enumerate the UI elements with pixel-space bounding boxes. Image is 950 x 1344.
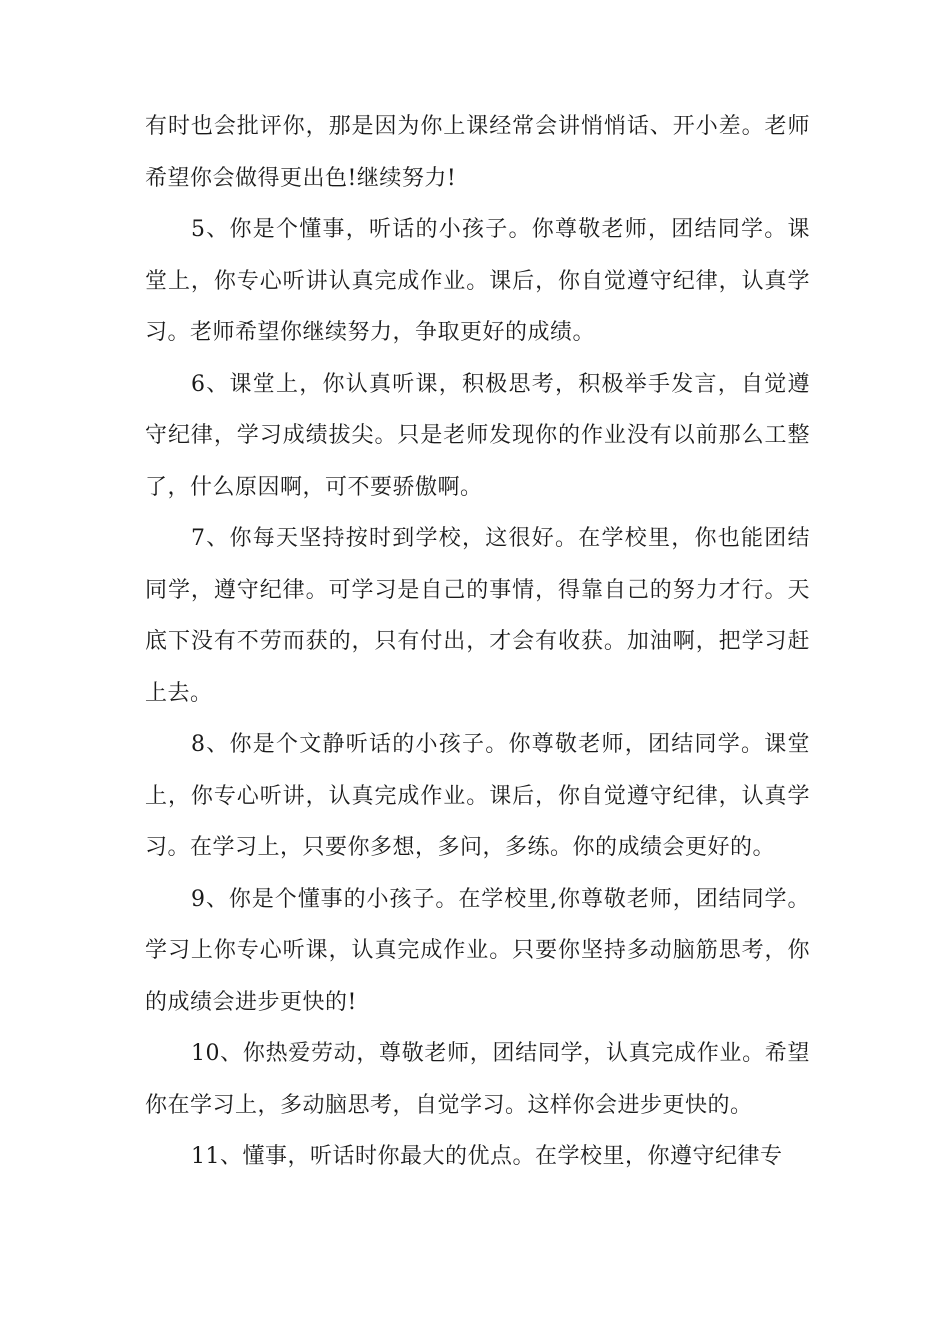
paragraph-item-7: 7、你每天坚持按时到学校，这很好。在学校里，你也能团结同学，遵守纪律。可学习是自己的事情，得靠自己的努力才行。天底下没有不劳而获的，只有付出，才会有收获。加油啊，把学习赶上去。 <box>145 526 810 706</box>
paragraph-item-8: 8、你是个文静听话的小孩子。你尊敬老师，团结同学。课堂上，你专心听讲，认真完成作业。课后，你自觉遵守纪律，认真学习。在学习上，只要你多想，多问，多练。你的成绩会更好的。 <box>145 732 810 860</box>
paragraph-item-6: 6、课堂上，你认真听课，积极思考，积极举手发言，自觉遵守纪律，学习成绩拔尖。只是老师发现你的作业没有以前那么工整了，什么原因啊，可不要骄傲啊。 <box>145 371 810 500</box>
paragraph-item-5: 5、你是个懂事，听话的小孩子。你尊敬老师，团结同学。课堂上，你专心听讲认真完成作业。课后，你自觉遵守纪律，认真学习。老师希望你继续努力，争取更好的成绩。 <box>145 217 810 345</box>
paragraph-item-9: 9、你是个懂事的小孩子。在学校里,你尊敬老师，团结同学。学习上你专心听课，认真完成作业。只要你坚持多动脑筋思考，你的成绩会进步更快的! <box>145 886 810 1015</box>
paragraph-continued: 有时也会批评你，那是因为你上课经常会讲悄悄话、开小差。老师希望你会做得更出色!继续努力! <box>145 114 810 191</box>
paragraph-item-10: 10、你热爱劳动，尊敬老师，团结同学，认真完成作业。希望你在学习上，多动脑思考，自觉学习。这样你会进步更快的。 <box>145 1041 810 1118</box>
paragraph-item-11: 11、懂事，听话时你最大的优点。在学校里，你遵守纪律专 <box>191 1144 783 1169</box>
document-body <box>145 101 810 1183</box>
